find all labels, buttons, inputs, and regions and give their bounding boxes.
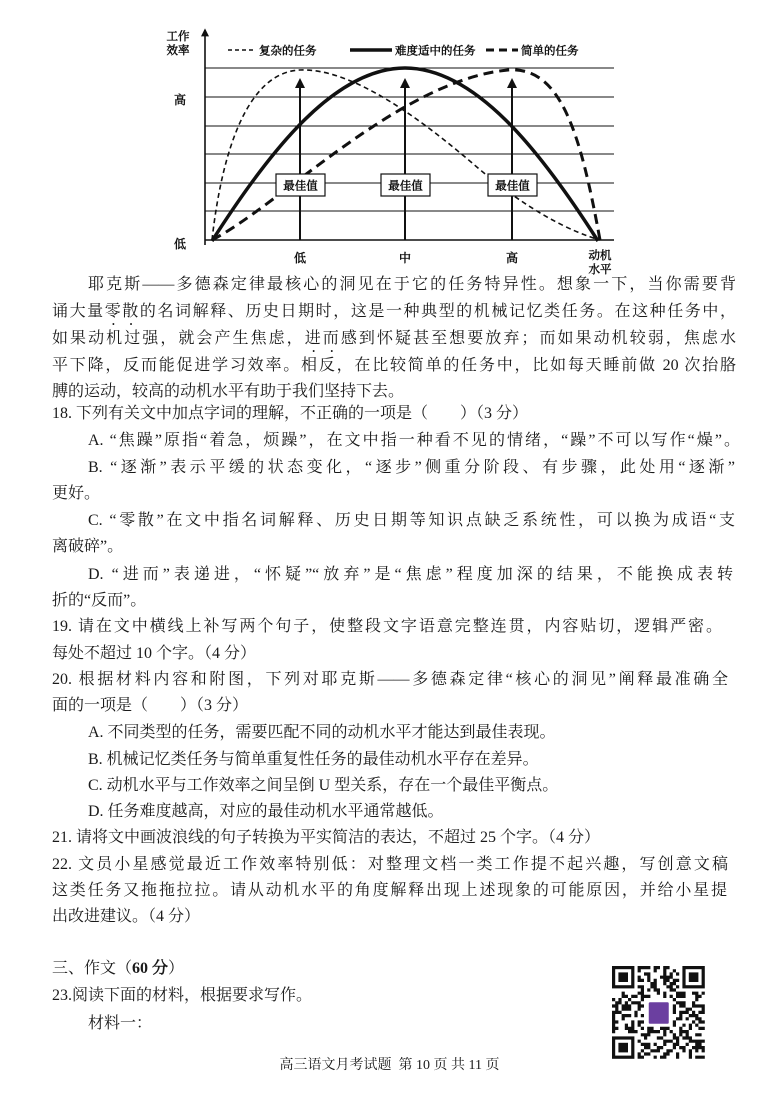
passage-text: 诵大量 xyxy=(52,303,105,320)
question-20-option-a: A. 不同类型的任务，需要匹配不同的动机水平才能达到最佳表现。 xyxy=(88,724,556,741)
question-23-stem: 23.阅读下面的材料，根据要求写作。 xyxy=(52,987,313,1004)
emphasized-term: 零散 xyxy=(104,303,140,320)
question-22-stem-cont: 这类任务又拖拖拉拉。请从动机水平的角度解释出现上述现象的可能原因，并给小星提 xyxy=(52,882,727,899)
question-22-stem: 22. 文员小星感觉最近工作效率特别低：对整理文档一类工作提不起兴趣，写创意文稿 xyxy=(52,856,728,873)
question-20-stem: 20. 根据材料内容和附图，下列对耶克斯——多德森定律“核心的洞见”阐释最准确全 xyxy=(52,671,728,688)
question-19-stem-cont: 每处不超过 10 个字。（4 分） xyxy=(52,645,257,662)
passage-text: 平下降，反而能促进学习效率。相反，在比较简单的任务中，比如每天睡前做 20 次抬胳 xyxy=(52,357,736,374)
question-22-stem-end: 出改进建议。（4 分） xyxy=(52,908,201,925)
yerkes-dodson-diagram xyxy=(0,0,779,280)
question-20-option-b: B. 机械记忆类任务与简单重复性任务的最佳动机水平存在差异。 xyxy=(88,751,539,768)
passage-text: 的名词解释、历史日期时，这是一种典型的机械记忆类任务。在这种任务中， xyxy=(139,303,736,320)
qr-code xyxy=(612,966,705,1059)
optimal-value-box xyxy=(381,174,430,196)
optimal-value-box xyxy=(276,174,325,196)
passage-text: 膊的运动，较高的动机水平有助于我们坚持下去。 xyxy=(52,383,405,400)
optimal-value-box xyxy=(488,174,537,196)
question-20-option-d: D. 任务难度越高，对应的最佳动机水平通常越低。 xyxy=(88,803,444,820)
question-18-stem: 18. 下列有关文中加点字词的理解，不正确的一项是（ ）（3 分） xyxy=(52,405,529,422)
y-tick-high: 高 xyxy=(173,93,187,107)
y-tick-low: 低 xyxy=(173,237,187,251)
passage-line xyxy=(52,383,404,401)
qr-finder-pattern xyxy=(612,1036,634,1058)
x-axis-label: 水平 xyxy=(588,262,612,276)
optimal-value-label: 最佳值 xyxy=(283,178,318,193)
passage-line xyxy=(52,303,736,329)
passage-text: 感到怀疑甚至想要放弃；而如果动机较弱，焦虑水 xyxy=(340,330,736,347)
question-20-option-c: C. 动机水平与工作效率之间呈倒 U 型关系，存在一个最佳平衡点。 xyxy=(88,777,559,794)
legend-label-moderate: 难度适中的任务 xyxy=(395,43,476,58)
legend-label-simple: 简单的任务 xyxy=(521,43,579,58)
y-axis-label: 工作 xyxy=(166,29,190,43)
section-heading-text: ） xyxy=(168,960,185,977)
x-tick-high: 高 xyxy=(505,251,519,265)
question-20-stem-cont: 面的一项是（ ）（3 分） xyxy=(52,697,249,714)
question-18-option-c-cont: 离破碎”。 xyxy=(52,538,124,555)
question-18-option-c: C. “零散”在文中指名词解释、历史日期等知识点缺乏系统性，可以换为成语“支 xyxy=(88,512,735,529)
question-18-option-b: B. “逐渐”表示平缓的状态变化，“逐步”侧重分阶段、有步骤，此处用“逐渐” xyxy=(88,459,735,476)
passage-text: 如果动机过强，就会产生焦虑， xyxy=(52,330,305,347)
material-label: 材料一： xyxy=(88,1015,153,1032)
section-heading-text: 三、作文（ xyxy=(52,960,133,977)
section-heading-composition xyxy=(52,960,184,978)
question-21-stem: 21. 请将文中画波浪线的句子转换为平实简洁的表达，不超过 25 个字。（4 分） xyxy=(52,829,601,846)
question-19-stem: 19. 请在文中横线上补写两个句子，使整段文字语意完整连贯，内容贴切，逻辑严密。 xyxy=(52,618,722,635)
qr-logo xyxy=(648,1002,670,1025)
passage-line xyxy=(88,276,736,294)
question-18-option-d-cont: 折的“反而”。 xyxy=(52,592,147,609)
optimal-value-label: 最佳值 xyxy=(388,178,423,193)
passage-text: 耶克斯——多德森定律最核心的洞见在于它的任务特异性。想象一下，当你需要背 xyxy=(88,276,736,293)
x-tick-mid: 中 xyxy=(398,251,412,265)
section-score: 60 分 xyxy=(132,960,169,977)
passage-line xyxy=(52,330,736,356)
qr-finder-pattern xyxy=(612,966,634,988)
question-18-option-d: D. “进而”表递进，“怀疑”“放弃”是“焦虑”程度加深的结果，不能换成表转 xyxy=(88,566,733,583)
y-axis-label: 效率 xyxy=(166,43,190,57)
x-tick-low: 低 xyxy=(293,251,307,265)
emphasized-term: 进而 xyxy=(304,330,341,347)
page-footer: 高三语文月考试题 第 10 页 共 11 页 xyxy=(279,1058,500,1073)
question-18-option-b-cont: 更好。 xyxy=(52,485,101,502)
x-axis-label: 动机 xyxy=(588,248,612,262)
passage-line xyxy=(52,357,736,375)
question-18-option-a: A. “焦躁”原指“着急，烦躁”，在文中指一种看不见的情绪，“躁”不可以写作“燥”。 xyxy=(88,432,740,449)
qr-finder-pattern xyxy=(682,966,704,988)
legend-label-complex: 复杂的任务 xyxy=(259,43,317,58)
optimal-value-label: 最佳值 xyxy=(495,178,530,193)
